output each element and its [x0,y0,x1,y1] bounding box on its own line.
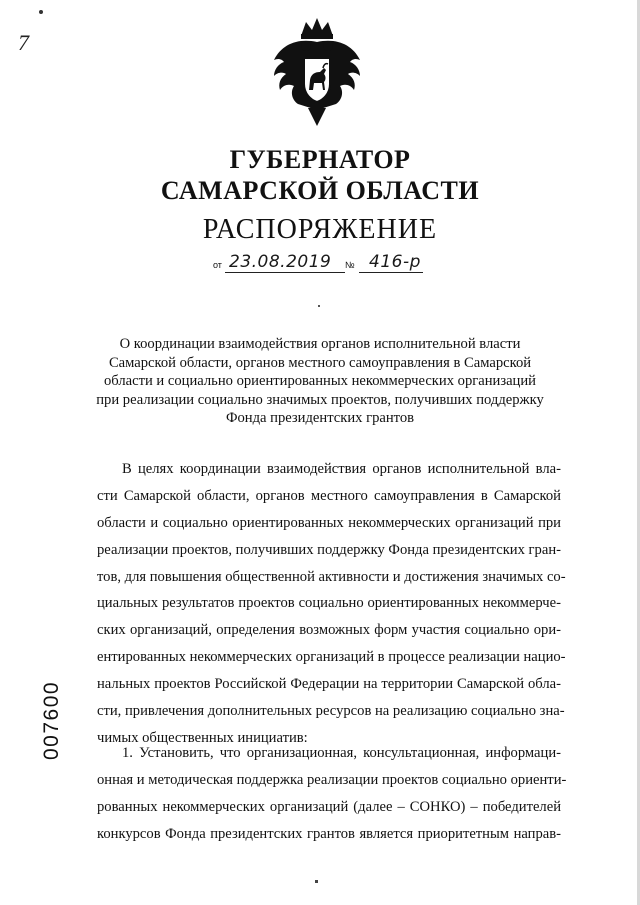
document-type: РАСПОРЯЖЕНИЕ [202,214,438,245]
text-line: ских организаций, определения возможных форм участия социально ори- [97,622,561,639]
subject-line: при реализации социально значимых проектов, получивших поддержку [96,391,544,408]
text-line: 1. Установить, что организационная, консультационная, информаци- [122,745,561,761]
text-line: сти Самарской области, органов местного самоуправления в Самарской [97,487,561,504]
subject-line: области и социально ориентированных некоммерческих организаций [104,373,536,390]
text-line: В целях координации взаимодействия органов исполнительной вла- [122,461,561,477]
text-line: рованных некоммерческих организаций (далее – СОНКО) – победителей [97,798,561,815]
text-line: циальных результатов проектов социально ориентированных некоммерче- [97,595,561,612]
text-line: нальных проектов Российской Федерации на территории Самарской обла- [97,676,561,693]
scan-speck [318,305,320,307]
scan-speck [39,10,43,14]
text-line: сти, привлечения дополнительных ресурсов на реализацию социально зна- [97,703,565,720]
number-underline [359,272,423,273]
subject-line: Самарской области, органов местного самоуправления в Самарской [108,354,532,371]
registration-number-stamp [40,660,70,770]
text-line: тов, для повышения общественной активности и достижения значимых со- [97,568,566,585]
governor-title: ГУБЕРНАТОР [229,145,411,174]
text-line: области и социально ориентированных некоммерческих организаций при [97,514,561,531]
text-line: чимых общественных инициатив: [97,729,308,746]
document-subject [60,335,580,428]
preamble-paragraph [97,456,566,752]
handwritten-number: 416-р [369,252,421,272]
clause-1-paragraph [97,740,567,848]
text-line: конкурсов Фонда президентских грантов является приоритетным направ- [97,825,561,842]
text-line: онная и методическая поддержка реализации проектов социально ориенти- [97,771,567,788]
date-number-line [213,250,453,276]
coat-of-arms-emblem [268,14,366,132]
region-title: САМАРСКОЙ ОБЛАСТИ [160,176,480,205]
from-label: от [213,260,222,270]
scan-speck [315,880,318,883]
text-line: реализации проектов, получивших поддержку Фонда президентских гран- [97,541,561,558]
handwritten-date: 23.08.2019 [229,252,332,272]
date-underline [225,272,345,273]
text-line: ентированных некоммерческих организаций в процессе реализации нацио- [97,649,566,666]
registration-number: 007600 [40,680,63,760]
page-mark: 7 [18,30,29,55]
subject-line: Фонда президентских грантов [225,410,415,427]
subject-line: О координации взаимодействия органов исполнительной власти [119,336,521,352]
number-label: № [345,260,355,270]
